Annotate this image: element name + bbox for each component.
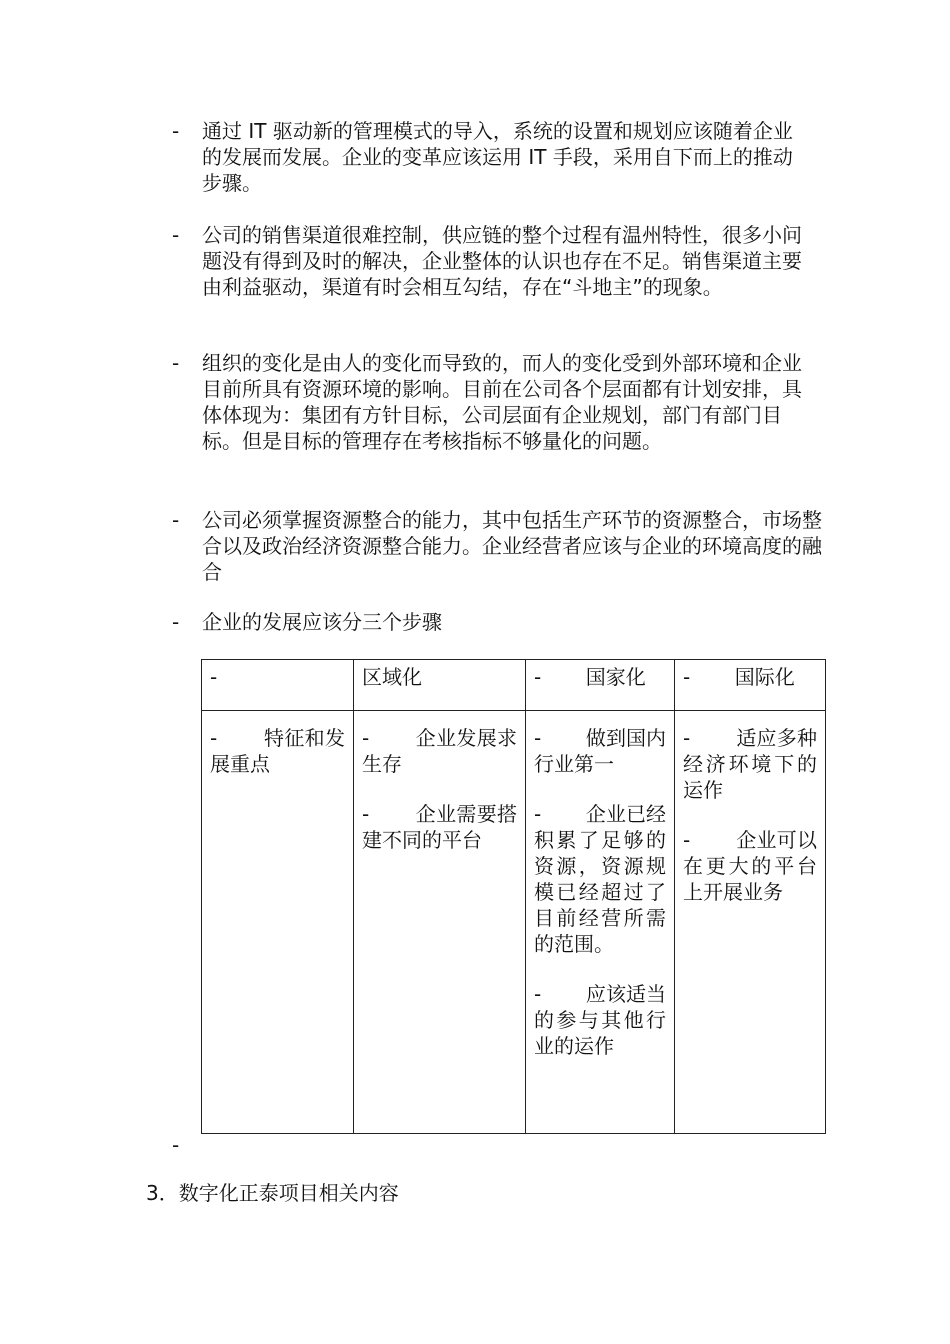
cell-paragraph: - 企业需要搭建不同的平台 [362, 802, 517, 852]
cell-paragraph: - 企业发展求生存 [362, 726, 517, 776]
cell-paragraph: - 企业可以在更大的平台上开展业务 [683, 828, 817, 904]
cell-paragraph: - 适应多种经济环境下的运作 [683, 726, 817, 802]
row-label-cell: - 特征和发展重点 [202, 711, 354, 1134]
table-header-row [202, 660, 826, 711]
cell-paragraph: - 做到国内行业第一 [534, 726, 666, 776]
header-cell-regional: 区域化 [354, 660, 526, 711]
table-row [202, 711, 826, 1134]
bullet-dash: - [172, 119, 180, 143]
bullet-text: 公司必须掌握资源整合的能力，其中包括生产环节的资源整合，市场整合以及政治经济资源整合能力。企业经营者应该与企业的环境高度的融合 [202, 508, 822, 584]
development-stages-table [201, 659, 826, 1134]
bullet-text: 公司的销售渠道很难控制，供应链的整个过程有温州特性，很多小问题没有得到及时的解决，企业整体的认识也存在不足。销售渠道主要由利益驱动，渠道有时会相互勾结，存在“斗地主”的现象。 [202, 223, 802, 299]
section-heading: 3．数字化正泰项目相关内容 [146, 1181, 399, 1205]
bullet-dash: - [172, 610, 180, 634]
bullet-text: 组织的变化是由人的变化而导致的，而人的变化受到外部环境和企业目前所具有资源环境的影响。目前在公司各个层面都有计划安排，具体体现为：集团有方针目标，公司层面有企业规划，部门有部门目标。但是目标的管理存在考核指标不够量化的问题。 [202, 351, 802, 453]
header-cell-national: - 国家化 [526, 660, 675, 711]
cell-paragraph: - 应该适当的参与其他行业的运作 [534, 982, 666, 1058]
header-cell-international: - 国际化 [675, 660, 826, 711]
bullet-dash: - [172, 351, 180, 375]
regional-cell [354, 711, 526, 1134]
bullet-dash: - [172, 508, 180, 532]
international-cell [675, 711, 826, 1134]
trailing-dash: - [172, 1133, 180, 1157]
bullet-dash: - [172, 223, 180, 247]
bullet-text: 通过 IT 驱动新的管理模式的导入，系统的设置和规划应该随着企业的发展而发展。企业的变革应该运用 IT 手段，采用自下而上的推动步骤。 [202, 119, 793, 195]
national-cell [526, 711, 675, 1134]
bullet-text: 企业的发展应该分三个步骤 [202, 610, 442, 634]
cell-paragraph: - 企业已经积累了足够的资源，资源规模已经超过了目前经营所需的范围。 [534, 802, 666, 956]
header-cell-blank: - [202, 660, 354, 711]
